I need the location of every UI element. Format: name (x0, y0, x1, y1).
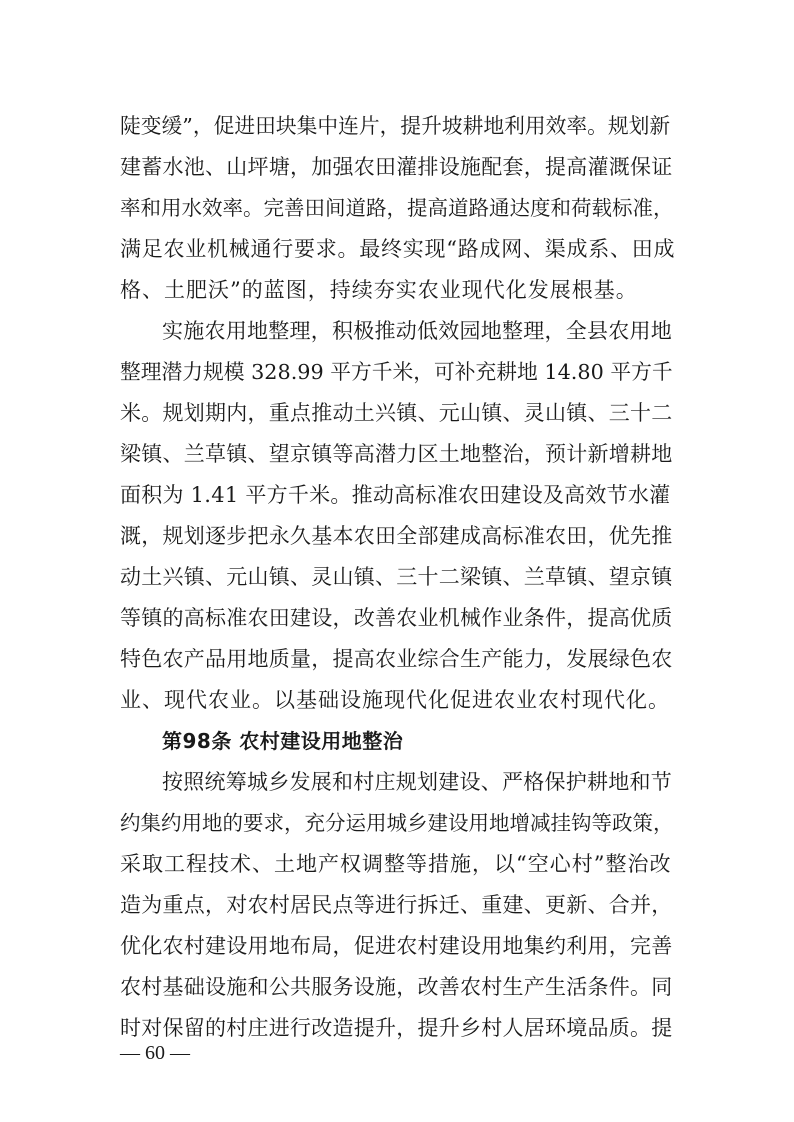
body-line: 约集约用地的要求，充分运用城乡建设用地增减挂钩等政策， (120, 811, 674, 835)
paragraph-first-line: 按照统筹城乡发展和村庄规划建设、严格保护耕地和节 (162, 770, 672, 794)
body-line: 优化农村建设用地布局，促进农村建设用地集约利用，完善 (120, 934, 673, 958)
body-line: 面积为 1.41 平方千米。推动高标准农田建设及高效节水灌 (120, 483, 671, 507)
body-line: 造为重点，对农村居民点等进行拆迁、重建、更新、合并， (120, 893, 673, 917)
body-line: 动土兴镇、元山镇、灵山镇、三十二梁镇、兰草镇、望京镇 (120, 565, 673, 589)
section-heading: 第98条 农村建设用地整治 (162, 729, 404, 753)
body-line: 采取工程技术、土地产权调整等措施，以“空心村”整治改 (120, 852, 672, 876)
body-line: 米。规划期内，重点推动土兴镇、元山镇、灵山镇、三十二 (120, 401, 673, 425)
body-line: 特色农产品用地质量，提高农业综合生产能力，发展绿色农 (120, 647, 673, 671)
body-line: 满足农业机械通行要求。最终实现“路成网、渠成系、田成 (120, 237, 676, 261)
body-line: 溉，规划逐步把永久基本农田全部建成高标准农田，优先推 (120, 524, 673, 548)
body-line: 率和用水效率。完善田间道路，提高道路通达度和荷载标准， (120, 196, 674, 220)
body-line: 建蓄水池、山坪塘，加强农田灌排设施配套，提高灌溉保证 (120, 155, 673, 179)
body-line: 等镇的高标准农田建设，改善农业机械作业条件，提高优质 (120, 606, 673, 630)
body-line: 业、现代农业。以基础设施现代化促进农业农村现代化。 (120, 688, 670, 712)
page-number: — 60 — (120, 1042, 190, 1064)
body-line: 整理潜力规模 328.99 平方千米，可补充耕地 14.80 平方千 (120, 360, 673, 384)
body-line: 格、土肥沃”的蓝图，持续夯实农业现代化发展根基。 (120, 278, 638, 302)
body-line: 梁镇、兰草镇、望京镇等高潜力区土地整治，预计新增耕地 (120, 442, 673, 466)
paragraph-first-line: 实施农用地整理，积极推动低效园地整理，全县农用地 (162, 319, 672, 343)
body-line: 陡变缓”，促进田块集中连片，提升坡耕地利用效率。规划新 (120, 114, 671, 138)
body-line: 时对保留的村庄进行改造提升，提升乡村人居环境品质。提 (120, 1016, 673, 1040)
body-line: 农村基础设施和公共服务设施，改善农村生产生活条件。同 (120, 975, 673, 999)
